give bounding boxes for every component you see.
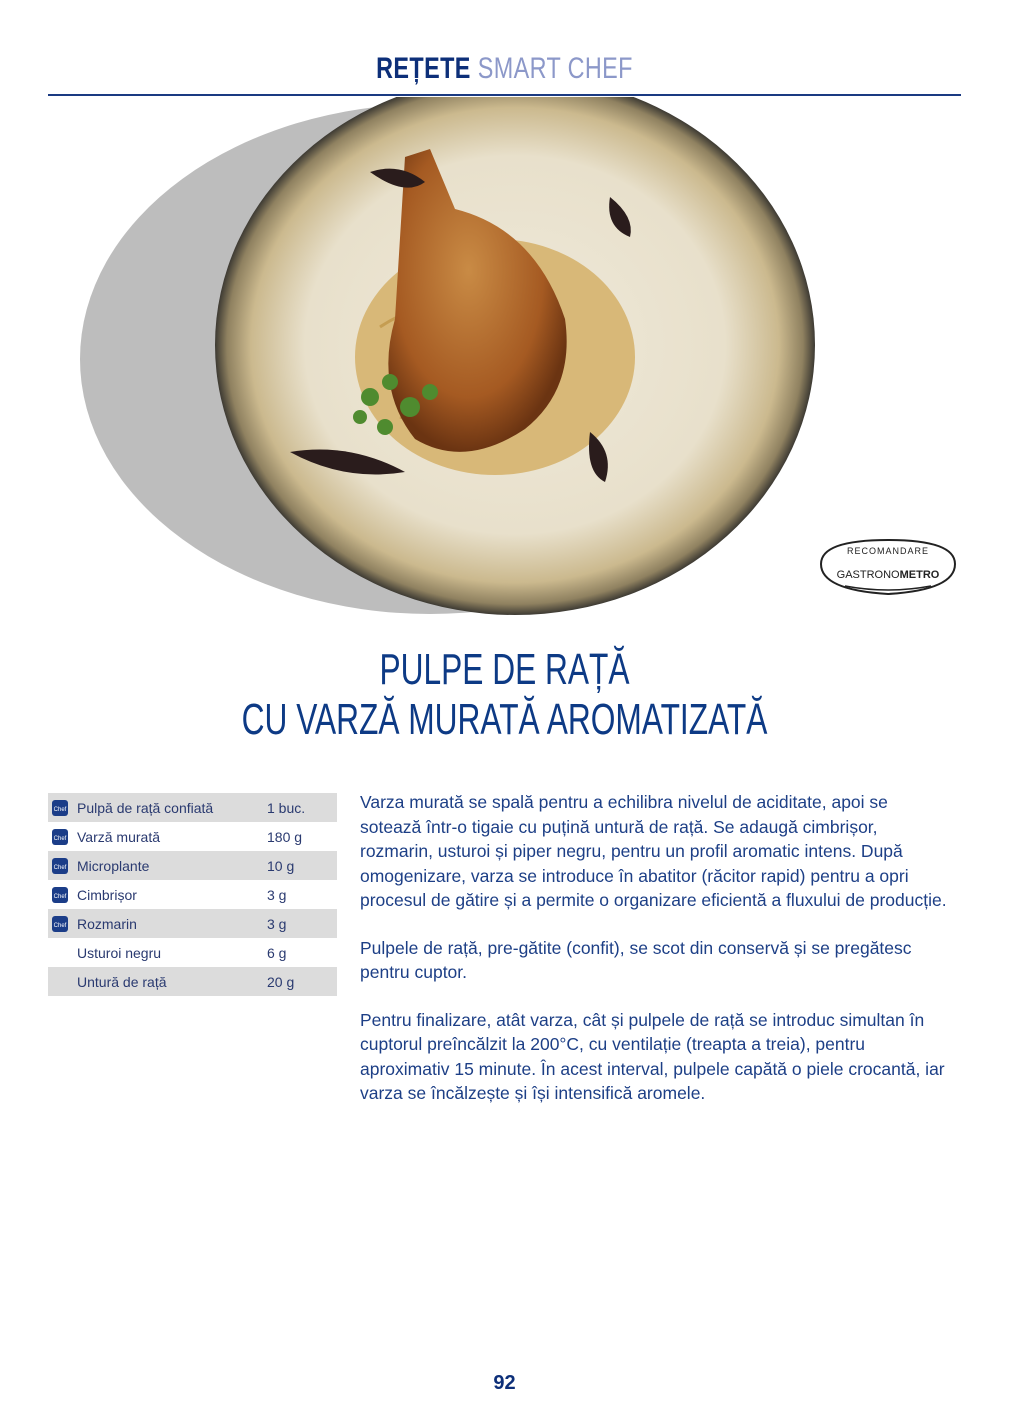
- ingredient-qty: 3 g: [267, 886, 287, 903]
- ingredient-qty: 180 g: [267, 828, 303, 845]
- metro-chef-icon: [51, 886, 69, 904]
- svg-text:Chef: Chef: [53, 893, 67, 900]
- ingredient-name: Cimbrișor: [77, 886, 137, 903]
- ingredient-name: Microplante: [77, 857, 150, 874]
- ingredients-table: [48, 793, 337, 996]
- badge-brand-bold: METRO: [899, 569, 940, 581]
- svg-text:Chef: Chef: [53, 922, 67, 929]
- ingredient-qty: 1 buc.: [267, 799, 306, 816]
- recipe-title: [141, 645, 867, 745]
- recipe-title-line1: PULPE DE RAȚĂ: [379, 645, 630, 694]
- metro-chef-icon: [51, 828, 69, 846]
- instruction-paragraph: Pulpele de rață, pre-gătite (confit), se scot din conservă și se pregătesc pentru cuptor.: [360, 937, 912, 982]
- gastronometro-badge: [815, 534, 961, 600]
- metro-chef-icon: [51, 799, 69, 817]
- metro-chef-icon: [51, 915, 69, 933]
- ingredient-qty: 3 g: [267, 915, 287, 932]
- ingredient-name: Rozmarin: [77, 915, 137, 932]
- section-header: [111, 52, 898, 86]
- ingredient-row: [48, 793, 337, 822]
- svg-text:Chef: Chef: [53, 806, 67, 813]
- instruction-paragraph: Varza murată se spală pentru a echilibra nivelul de aciditate, apoi se sotează într-o tigaie cu puțină untură de rață. Se adaugă cimbrișor, rozmarin, usturoi și piper negru, pentru un profil aromatic intens. După omogenizare, varza se introduce în abatitor (răcitor rapid) pentru a opri procesul de gătire și a permite o organizare eficientă a fluxului de producție.: [360, 792, 947, 910]
- svg-text:Chef: Chef: [53, 864, 67, 871]
- ingredient-name: Pulpă de rață confiată: [77, 799, 214, 816]
- metro-chef-icon: [51, 857, 69, 875]
- header-word-retete: REȚETE: [376, 52, 471, 85]
- ingredient-qty: 6 g: [267, 944, 287, 961]
- page-number: 92: [493, 1372, 516, 1394]
- header-word-smart-chef: SMART CHEF: [477, 52, 633, 85]
- ingredient-row: [48, 880, 337, 909]
- ingredient-qty: 10 g: [267, 857, 295, 874]
- ingredient-row: [48, 938, 337, 967]
- ingredient-row: [48, 967, 337, 996]
- ingredient-row: [48, 851, 337, 880]
- ingredient-name: Untură de rață: [77, 973, 167, 990]
- badge-brand-light: GASTRONO: [836, 569, 900, 581]
- recipe-title-line2: CU VARZĂ MURATĂ AROMATIZATĂ: [241, 695, 768, 744]
- ingredient-name: Varză murată: [77, 828, 160, 845]
- ingredient-qty: 20 g: [267, 973, 295, 990]
- ingredient-row: [48, 909, 337, 938]
- ingredient-name: Usturoi negru: [77, 944, 162, 961]
- svg-text:GASTRONOMETRO: [837, 569, 940, 581]
- badge-top-text: RECOMANDARE: [846, 546, 930, 556]
- svg-text:Chef: Chef: [53, 835, 67, 842]
- header-rule: [48, 94, 961, 96]
- instruction-paragraph: Pentru finalizare, atât varza, cât și pulpele de rață se introduc simultan în cuptorul preîncălzit la 200°C, cu ventilație (treapta a treia), pentru aproximativ 15 minute. În acest interval, pulpele capătă o piele crocantă, iar varza se încălzește și își intensifică aromele.: [360, 1009, 945, 1103]
- ingredient-row: [48, 822, 337, 851]
- recipe-instructions: [360, 790, 950, 1129]
